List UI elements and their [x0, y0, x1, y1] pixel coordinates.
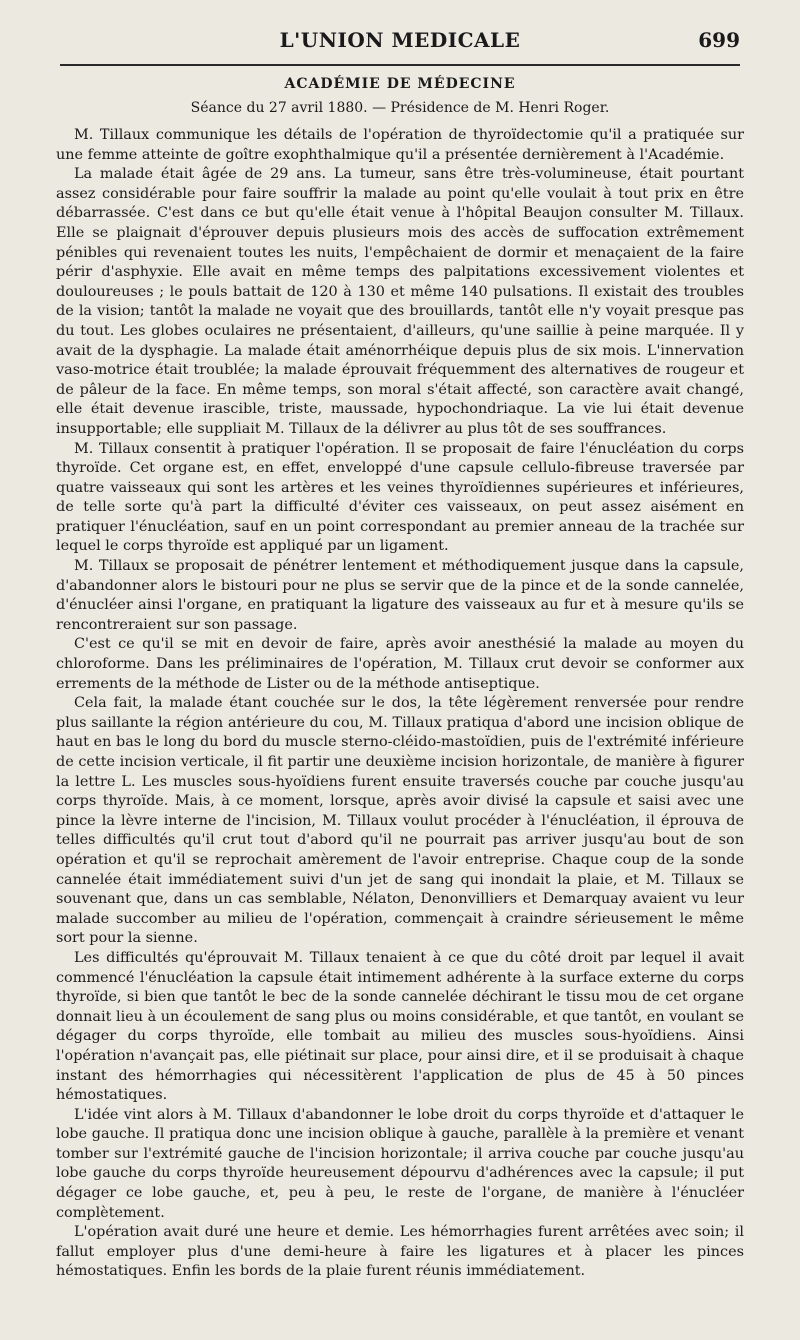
paragraph: La malade était âgée de 29 ans. La tumeur, sans être très-volumineuse, était pourtant assez considérable pour faire souffrir la malade au point qu'elle voulait à tout prix en être débarrassée. C'est dans ce but qu'elle était venue à l'hôpital Beaujon consulter M. Tillaux. Elle se plaignait d'éprouver depuis plusieurs mois des accès de suffocation extrêmement pénibles qui revenaient toutes les nuits, l'empêchaient de dormir et menaçaient de la faire périr d'asphyxie. Elle avait en même temps des palpitations excessivement violentes et douloureuses ; le pouls battait de 120 à 130 et même 140 pulsations. Il existait des troubles de la vision; tantôt la malade ne voyait que des brouillards, tantôt elle n'y voyait presque pas du tout. Les globes oculaires ne présentaient, d'ailleurs, qu'une saillie à peine marquée. Il y avait de la dysphagie. La malade était aménorrhéique depuis plus de six mois. L'innervation vaso-motrice était troublée; la malade éprouvait fréquemment des alternatives de rougeur et de pâleur de la face. En même temps, son moral s'était affecté, son caractère avait changé, elle était devenue irascible, triste, maussade, hypochondriaque. La vie lui était devenue insupportable; elle suppliait M. Tillaux de la délivrer au plus tôt de ses souffrances.	[56, 166, 744, 437]
paragraph: M. Tillaux communique les détails de l'opération de thyroïdectomie qu'il a pratiquée sur une femme atteinte de goître exophthalmique qu'il a présentée dernièrement à l'Académie.	[56, 127, 744, 163]
paragraph: L'opération avait duré une heure et demie. Les hémorrhagies furent arrêtées avec soin; il fallut employer plus d'une demi-heure à faire les ligatures et à placer les pinces hémostatiques. Enfin les bords de la plaie furent réunis immédiatement.	[56, 1224, 744, 1280]
article-body	[56, 126, 744, 1282]
paragraph: Cela fait, la malade étant couchée sur le dos, la tête légèrement renversée pour rendre plus saillante la région antérieure du cou, M. Tillaux pratiqua d'abord une incision oblique de haut en bas le long du bord du muscle sterno-cléido-mastoïdien, puis de l'extrémité inférieure de cette incision verticale, il fit partir une deuxième incision horizontale, de manière à figurer la lettre L. Les muscles sous-hyoïdiens furent ensuite traversés couche par couche jusqu'au corps thyroïde. Mais, à ce moment, lorsque, après avoir divisé la capsule et saisi avec une pince la lèvre interne de l'incision, M. Tillaux voulut procéder à l'énucléation, il éprouva de telles difficultés qu'il crut tout d'abord qu'il ne pourrait pas arriver jusqu'au bout de son opération et qu'il se reprochait amèrement de l'avoir entreprise. Chaque coup de la sonde cannelée était immédiatement suivi d'un jet de sang qui inondait la plaie, et M. Tillaux se souvenant que, dans un cas semblable, Nélaton, Denonvilliers et Demarquay avaient vu leur malade succomber au milieu de l'opération, commençait à craindre sérieusement le même sort pour la sienne.	[56, 695, 744, 947]
session-line: Séance du 27 avril 1880. — Présidence de M. Henri Roger.	[190, 100, 610, 116]
running-header	[60, 22, 740, 62]
paragraph: M. Tillaux se proposait de pénétrer lentement et méthodiquement jusque dans la capsule, d'abandonner alors le bistouri pour ne plus se servir que de la pince et de la sonde cannelée, d'énucléer ainsi l'organe, en pratiquant la ligature des vaisseaux au fur et à mesure qu'ils se rencontreraient sur son passage.	[56, 558, 744, 633]
section-title: ACADÉMIE DE MÉDECINE	[284, 76, 516, 92]
page-number: 699	[698, 28, 740, 52]
header-rule	[60, 64, 740, 66]
paragraph: M. Tillaux consentit à pratiquer l'opération. Il se proposait de faire l'énucléation du corps thyroïde. Cet organe est, en effet, enveloppé d'une capsule cellulo-fibreuse traversée par quatre vaisseaux qui sont les artères et les veines thyroïdiennes supérieures et inférieures, de telle sorte qu'à part la difficulté d'éviter ces vaisseaux, on peut assez aisément en pratiquer l'énucléation, sauf en un point correspondant au premier anneau de la trachée sur lequel le corps thyroïde est appliqué par un ligament.	[56, 440, 744, 555]
paragraph: L'idée vint alors à M. Tillaux d'abandonner le lobe droit du corps thyroïde et d'attaquer le lobe gauche. Il pratiqua donc une incision oblique à gauche, parallèle à la première et venant tomber sur l'extrémité gauche de l'incision horizontale; il arriva couche par couche jusqu'au lobe gauche du corps thyroïde heureusement dépourvu d'adhérences avec la capsule; il put dégager ce lobe gauche, et, peu à peu, le reste de l'organe, de manière à l'énucléer complètement.	[56, 1106, 744, 1221]
paragraph: Les difficultés qu'éprouvait M. Tillaux tenaient à ce que du côté droit par lequel il avait commencé l'énucléation la capsule était intimement adhérente à la surface externe du corps thyroïde, si bien que tantôt le bec de la sonde cannelée déchirant le tissu mou de cet organe donnait lieu à un écoulement de sang plus ou moins considérable, et que tantôt, en voulant se dégager du corps thyroïde, elle tombait au milieu des muscles sous-hyoïdiens. Ainsi l'opération n'avançait pas, elle piétinait sur place, pour ainsi dire, et il se produisait à chaque instant des hémorrhagies qui nécessitèrent l'application de plus de 45 à 50 pinces hémostatiques.	[56, 949, 744, 1104]
paragraph: C'est ce qu'il se mit en devoir de faire, après avoir anesthésié la malade au moyen du chloroforme. Dans les préliminaires de l'opération, M. Tillaux crut devoir se conformer aux errements de la méthode de Lister ou de la méthode antiseptique.	[56, 636, 744, 692]
journal-title: L'UNION MEDICALE	[279, 28, 521, 52]
